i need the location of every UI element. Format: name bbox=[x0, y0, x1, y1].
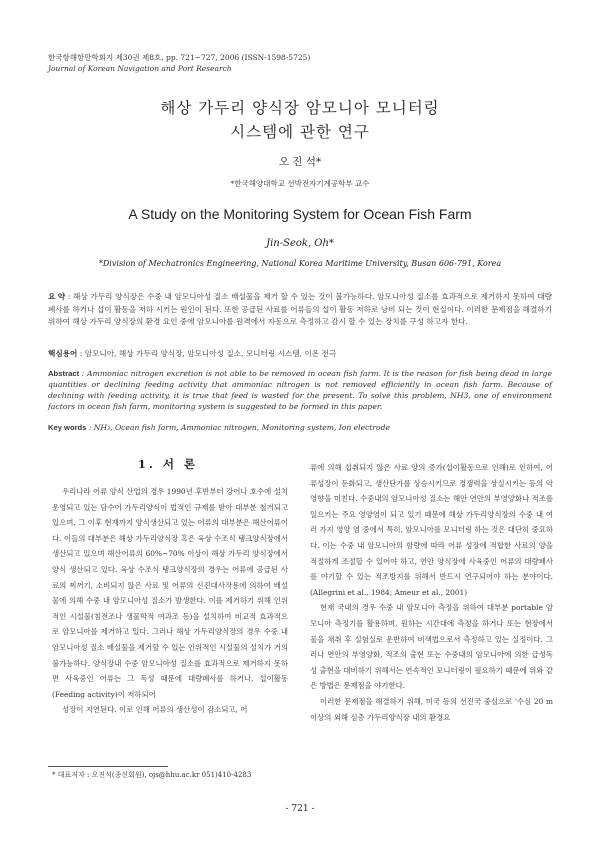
footnote: * 대표저자 : 오진석(종신회원), ojs@hhu.ac.kr 051)410-4283 bbox=[52, 771, 252, 779]
affiliation-korean: *한국해양대학교 선박전자기계공학부 교수 bbox=[230, 179, 370, 188]
right-column bbox=[310, 460, 553, 725]
journal-header bbox=[48, 52, 310, 74]
body-paragraph: 성장이 지연된다. 이로 인해 어류의 생산성이 감소되고, 어 bbox=[62, 705, 248, 715]
page-number: - 721 - bbox=[285, 804, 315, 814]
author-korean: 오 진 석* bbox=[278, 156, 322, 168]
journal-citation: 한국항해항만학회지 제30권 제8호, pp. 721~727, 2006 (ISSN-1598-5725) bbox=[48, 53, 311, 62]
korean-keywords bbox=[48, 348, 552, 361]
english-keywords bbox=[48, 422, 552, 435]
english-abstract bbox=[48, 368, 552, 412]
body-paragraph: 류에 의해 섭취되지 않은 사료 양의 증가(섭이활동으로 인해)로 인하여, 어류성장이 둔화되고, 생산단가를 상승시키므로 경쟁력을 상실시키는 등의 악영향을 미친다. 수중내의 암모니아성 질소는 해안 연안의 부영양화나 적조를 일으키는 주요 영양염이 되고 있기 때문에 해상 가두리양식장의 수중 내 여러 가지 영양 염 중에서 특히, 암모니아를 모니터링 하는 것은 대단히 중요하다. 이는 수중 내 암모니아의 함량에 따라 어류 성장에 적합한 사료의 양을 적절하게 조절할 수 있어야 하고, 연안 양식장에 사육중인 어류의 대량폐사를 야기할 수 있는 적조방지를 위해서 반드시 연구되어야 하는 분야이다.(Allegrini et al., 1984; Ameur et al., 2001) bbox=[310, 463, 553, 597]
korean-keywords-text: : 암모니아, 해상 가두리 양식장, 암모니아성 질소, 모니터링 시스템, 이온 전극 bbox=[79, 349, 337, 358]
body-paragraph: 우리나라 어류 양식 산업의 경우 1990년 후반부터 강어나 호수에 설치 운영되고 있는 담수어 가두리양식이 법적인 규제를 받아 대부분 철거되고 있으며, 그 이후 현재까지 양식생산되고 있는 어류의 대부분은 해산어류이다. 이들의 대부분은 해상 가두리양식장 혹은 육상 수조식 탱크양식장에서 생산되고 있으며 해산어류의 60%~70% 이상이 해상 가두리 양식장에서 양식 생산되고 있다. 육상 수조식 탱크양식장의 경우는 어류에 공급된 사료의 찌꺼기, 소비되지 않은 사료 및 어류의 신진대사작용에 의하여 배설물에 의해 수중 내 암모니아성 질소가 발생한다. 이를 제거하기 위해 인위적인 시설물(침전조나 생물학적 여과조 등)을 설치하여 비교적 효과적으로 암모니아를 제거하고 있다. 그러나 해상 가두리양식장의 경우 수중 내 암모니아성 질소 배설물을 제거할 수 있는 인위적인 시설물의 설치가 거의 불가능하다. 양식장내 수중 암모니아성 질소를 효과적으로 제거하지 못하면 사육중인 어류는 그 독성 때문에 대량폐사를 하거나, 섭이활동(Feeding activity)이 저하되어 bbox=[52, 487, 288, 699]
korean-title-line-1: 해상 가두리 양식장 암모니아 모니터링 bbox=[160, 99, 440, 117]
english-abstract-label: Abstract bbox=[48, 369, 80, 378]
footnote-divider bbox=[48, 766, 168, 767]
left-column bbox=[52, 484, 288, 718]
korean-abstract-text: : 해상 가두리 양식장은 수중 내 암모니아성 질소 배설물을 제거 할 수 있는 것이 불가능하다. 암모니아성 질소를 효과적으로 제거하지 못하여 대량 폐사를 하거나 섭이 활동을 저하 시키는 원인이 된다. 또한 공급된 사료를 어류들의 섭이 활동 저하로 낭비 되는 것이 현실이다. 이러한 문제점을 해결하기 위하여 해상 가두리 양식장의 환경 요인 중에 암모니아를 원격에서 자동으로 측정하고 감시 할 수 있는 장치를 구성 하고자 한다. bbox=[48, 292, 552, 327]
section-heading-introduction: 1. 서 론 bbox=[137, 457, 199, 471]
body-paragraph: 현재 국내의 경우 수중 내 암모니아 측정을 위하여 대부분 portable 암모니아 측정기를 활용하며, 원하는 시간대에 측정을 하거나 또는 현장에서 물을 채취 후 실험실로 운반하여 비색법으로서 측정하고 있는 실정이다. 그러나 연안의 부영양화, 적조의 출현 또는 수중내의 암모니아에 의한 급성독성 출현을 대비하기 위해서는 연속적인 모니터링이 필요하기 때문에 위와 같은 방법은 문제점을 야기한다. bbox=[310, 603, 553, 691]
author-english: Jin-Seok, Oh* bbox=[266, 238, 334, 249]
korean-title-line-2: 시스템에 관한 연구 bbox=[230, 123, 370, 141]
korean-abstract-label: 요 약 bbox=[48, 292, 66, 301]
english-keywords-text: : NH₃, Ocean fish farm, Ammoniac nitrogen, Monitoring system, Ion electrode bbox=[88, 423, 390, 432]
affiliation-english: *Division of Mechatronics Engineering, National Korea Maritime University, Busan 606-791, Korea bbox=[98, 259, 502, 268]
body-paragraph: 이러한 문제점을 해결하기 위해, 미국 등의 선진국 중심으로 '수심 20 m 이상의 외해 심층 가두리양식장 내의 환경요 bbox=[310, 696, 553, 722]
korean-keywords-label: 핵심용어 bbox=[48, 349, 78, 358]
english-keywords-label: Key words bbox=[48, 423, 87, 432]
journal-english-name: Journal of Korean Navigation and Port Research bbox=[48, 64, 232, 73]
english-abstract-text: : Ammoniac nitrogen excretion is not able to be removed in ocean fish farm. It is the reason for fish being dead in large quantities or declining feeding activity that ammoniac nitrogen is not removed efficiently in ocean fish farm. Because of declining with feeding activity, it is true that feed is wasted for the present. To solve this problem, NH3, one of environment factors in ocean fish farm, monitoring system is suggested to be formed in this paper. bbox=[48, 369, 552, 411]
korean-abstract bbox=[48, 291, 552, 329]
english-title: A Study on the Monitoring System for Ocean Fish Farm bbox=[128, 206, 472, 222]
